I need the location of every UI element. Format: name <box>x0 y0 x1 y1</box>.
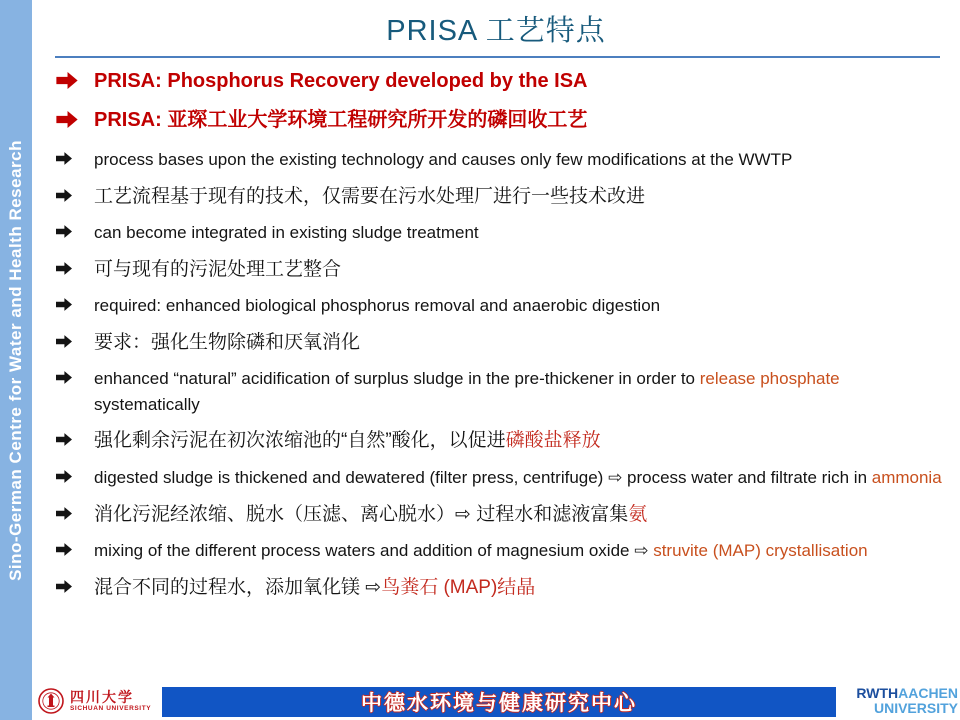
text-segment: enhanced “natural” acidification of surplus sludge in the pre-thickener in order to <box>94 369 700 389</box>
bullet-item <box>54 293 942 319</box>
bullet-item <box>54 366 942 417</box>
bullet-item <box>54 428 942 454</box>
bullet-text <box>94 502 942 528</box>
rwth-part3-label: UNIVERSITY <box>873 700 958 716</box>
bullet-item <box>54 220 942 246</box>
text-segment: 可与现有的污泥处理工艺整合 <box>94 258 342 280</box>
text-segment: digested sludge is thickened and dewatered (filter press, centrifuge) ⇨ process water and filtrate rich in <box>94 468 872 488</box>
right-arrow-icon <box>56 371 72 384</box>
text-segment: 消化污泥经浓缩、脱水（压滤、离心脱水）⇨ 过程水和滤液富集 <box>94 503 629 525</box>
text-segment: 工艺流程基于现有的技术，仅需要在污水处理厂进行一些技术改进 <box>94 185 646 207</box>
text-segment: 要求：强化生物除磷和厌氧消化 <box>94 331 361 353</box>
text-segment: required: enhanced biological phosphorus removal and anaerobic digestion <box>94 296 661 316</box>
text-segment: ecovery developed by the <box>304 70 555 92</box>
sichuan-university-logo <box>32 682 162 720</box>
bullet-text <box>94 147 942 173</box>
bullet-text <box>94 575 942 601</box>
rwth-aachen-logo <box>836 682 960 720</box>
text-segment: 磷酸盐释放 <box>505 430 601 452</box>
bullet-text <box>94 257 942 283</box>
text-segment: hosphorus <box>180 70 290 92</box>
text-segment: release phosphate <box>699 369 840 389</box>
footer-banner <box>162 687 836 717</box>
right-arrow-icon <box>56 580 72 593</box>
bullet-item <box>54 538 942 564</box>
bullet-text <box>94 220 942 246</box>
bullet-item <box>54 147 942 173</box>
text-segment: P <box>167 70 181 92</box>
sidebar <box>0 0 32 720</box>
bullet-item <box>54 502 942 528</box>
right-arrow-icon <box>56 335 72 348</box>
text-segment: process bases upon the existing technology and causes only few modifications at the WWTP <box>94 150 793 169</box>
bullet-item <box>54 257 942 283</box>
right-arrow-icon <box>56 72 78 89</box>
bullet-item <box>54 465 942 491</box>
sichuan-seal-icon <box>38 688 64 714</box>
right-arrow-icon <box>56 433 72 446</box>
bullet-text <box>94 538 942 564</box>
text-segment: ISA <box>554 70 588 92</box>
text-segment: 混合不同的过程水，添加氧化镁 ⇨ <box>94 576 382 598</box>
text-segment: mixing of the different process waters and addition of magnesium oxide ⇨ <box>94 541 654 561</box>
slide-footer <box>32 682 960 720</box>
right-arrow-icon <box>56 543 72 556</box>
rwth-line1 <box>856 686 958 701</box>
text-segment: 氨 <box>628 503 648 525</box>
text-segment: : 亚琛工业大学环境工程研究所开发的磷回收工艺 <box>155 109 588 131</box>
page-title: PRISA 工艺特点 <box>386 15 606 47</box>
right-arrow-icon <box>56 111 78 128</box>
header-divider <box>55 56 940 58</box>
text-segment: struvite (MAP) crystallisation <box>653 541 868 561</box>
right-arrow-icon <box>56 507 72 520</box>
bullet-item <box>54 575 942 601</box>
bullet-item <box>54 184 942 210</box>
text-segment: PRISA <box>94 109 156 131</box>
center-name-label: 中德水环境与健康研究中心 <box>361 692 637 715</box>
right-arrow-icon <box>56 225 72 238</box>
bullet-item <box>54 68 942 94</box>
right-arrow-icon <box>56 189 72 202</box>
bullet-text <box>94 184 942 210</box>
text-segment: : <box>155 70 168 92</box>
text-segment: PRISA <box>94 70 156 92</box>
bullet-item <box>54 107 942 133</box>
right-arrow-icon <box>56 262 72 275</box>
rwth-part2-label: AACHEN <box>898 685 958 702</box>
text-segment: R <box>289 70 305 92</box>
bullet-text <box>94 68 942 94</box>
sichuan-en-label: SICHUAN UNIVERSITY <box>70 704 152 712</box>
rwth-part1-label: RWTH <box>856 685 899 702</box>
text-segment: ammonia <box>871 468 942 488</box>
sidebar-vertical-label: Sino-German Centre for Water and Health Research <box>6 139 25 581</box>
right-arrow-icon <box>56 152 72 165</box>
bullet-text <box>94 293 942 319</box>
bullet-text <box>94 465 942 491</box>
bullet-text <box>94 428 942 454</box>
text-segment: systematically <box>94 394 200 414</box>
text-segment: 强化剩余污泥在初次浓缩池的“自然”酸化，以促进 <box>94 430 506 452</box>
bullet-list <box>32 60 960 682</box>
right-arrow-icon <box>56 298 72 311</box>
bullet-text <box>94 107 942 133</box>
bullet-item <box>54 330 942 356</box>
slide-header <box>32 0 960 57</box>
right-arrow-icon <box>56 470 72 483</box>
bullet-text <box>94 330 942 356</box>
text-segment: 鸟粪石 (MAP)结晶 <box>381 576 536 598</box>
bullet-text <box>94 366 942 417</box>
sichuan-cn-label: 四川大学 <box>70 688 134 705</box>
text-segment: can become integrated in existing sludge treatment <box>94 223 479 243</box>
